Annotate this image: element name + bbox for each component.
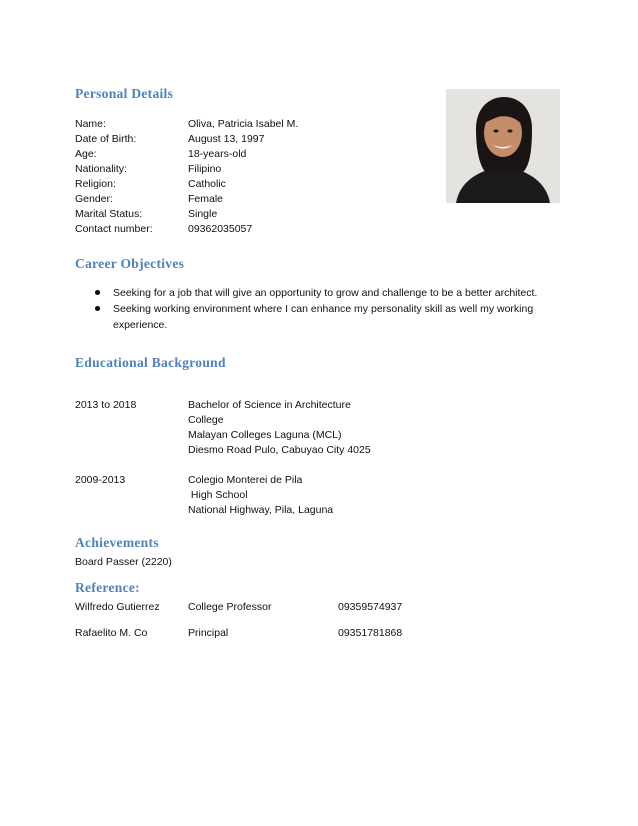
reference-phone: 09359574937: [338, 601, 403, 613]
personal-value: 18-years-old: [188, 148, 247, 160]
person-photo-icon: [446, 89, 560, 203]
reference-name: Rafaelito M. Co: [75, 627, 148, 639]
career-objectives-list: [95, 285, 565, 333]
reference-position: College Professor: [188, 601, 272, 613]
personal-value: Filipino: [188, 163, 222, 175]
personal-value: Single: [188, 208, 218, 220]
education-line: Colegio Monterei de Pila: [188, 474, 303, 486]
reference-name: Wilfredo Gutierrez: [75, 601, 160, 613]
bullet-icon: [95, 306, 100, 311]
education-years: 2009-2013: [75, 474, 126, 486]
personal-value: Oliva, Patricia Isabel M.: [188, 118, 299, 130]
list-item: [95, 285, 565, 301]
list-item: [95, 301, 565, 333]
list-item-text: Seeking for a job that will give an opportunity to grow and challenge to be a better architect.: [113, 287, 538, 299]
reference-heading: Reference:: [75, 580, 140, 595]
personal-value: Catholic: [188, 178, 226, 190]
education-line: Bachelor of Science in Architecture: [188, 399, 351, 411]
education-line: High School: [188, 489, 248, 501]
personal-value: Female: [188, 193, 224, 205]
personal-label: Contact number:: [75, 223, 153, 235]
personal-label: Gender:: [75, 193, 113, 205]
personal-value: 09362035057: [188, 223, 253, 235]
personal-label: Name:: [75, 118, 106, 130]
personal-label: Age:: [75, 148, 97, 160]
personal-details-heading: Personal Details: [75, 86, 174, 101]
personal-label: Nationality:: [75, 163, 127, 175]
achievements-heading: Achievements: [75, 535, 159, 550]
education-line: Diesmo Road Pulo, Cabuyao City 4025: [188, 444, 371, 456]
achievement-text: Board Passer (2220): [75, 556, 172, 568]
personal-value: August 13, 1997: [188, 133, 265, 145]
education-line: National Highway, Pila, Laguna: [188, 504, 334, 516]
education-years: 2013 to 2018: [75, 399, 137, 411]
education-line: College: [188, 414, 224, 426]
bullet-icon: [95, 290, 100, 295]
personal-label: Marital Status:: [75, 208, 143, 220]
career-objectives-heading: Career Objectives: [75, 256, 185, 271]
reference-phone: 09351781868: [338, 627, 403, 639]
profile-photo: [446, 89, 560, 203]
personal-label: Religion:: [75, 178, 116, 190]
educational-background-heading: Educational Background: [75, 355, 226, 370]
list-item-text: Seeking working environment where I can enhance my personality skill as well my working experience.: [113, 303, 534, 331]
personal-label: Date of Birth:: [75, 133, 137, 145]
reference-position: Principal: [188, 627, 229, 639]
education-line: Malayan Colleges Laguna (MCL): [188, 429, 342, 441]
